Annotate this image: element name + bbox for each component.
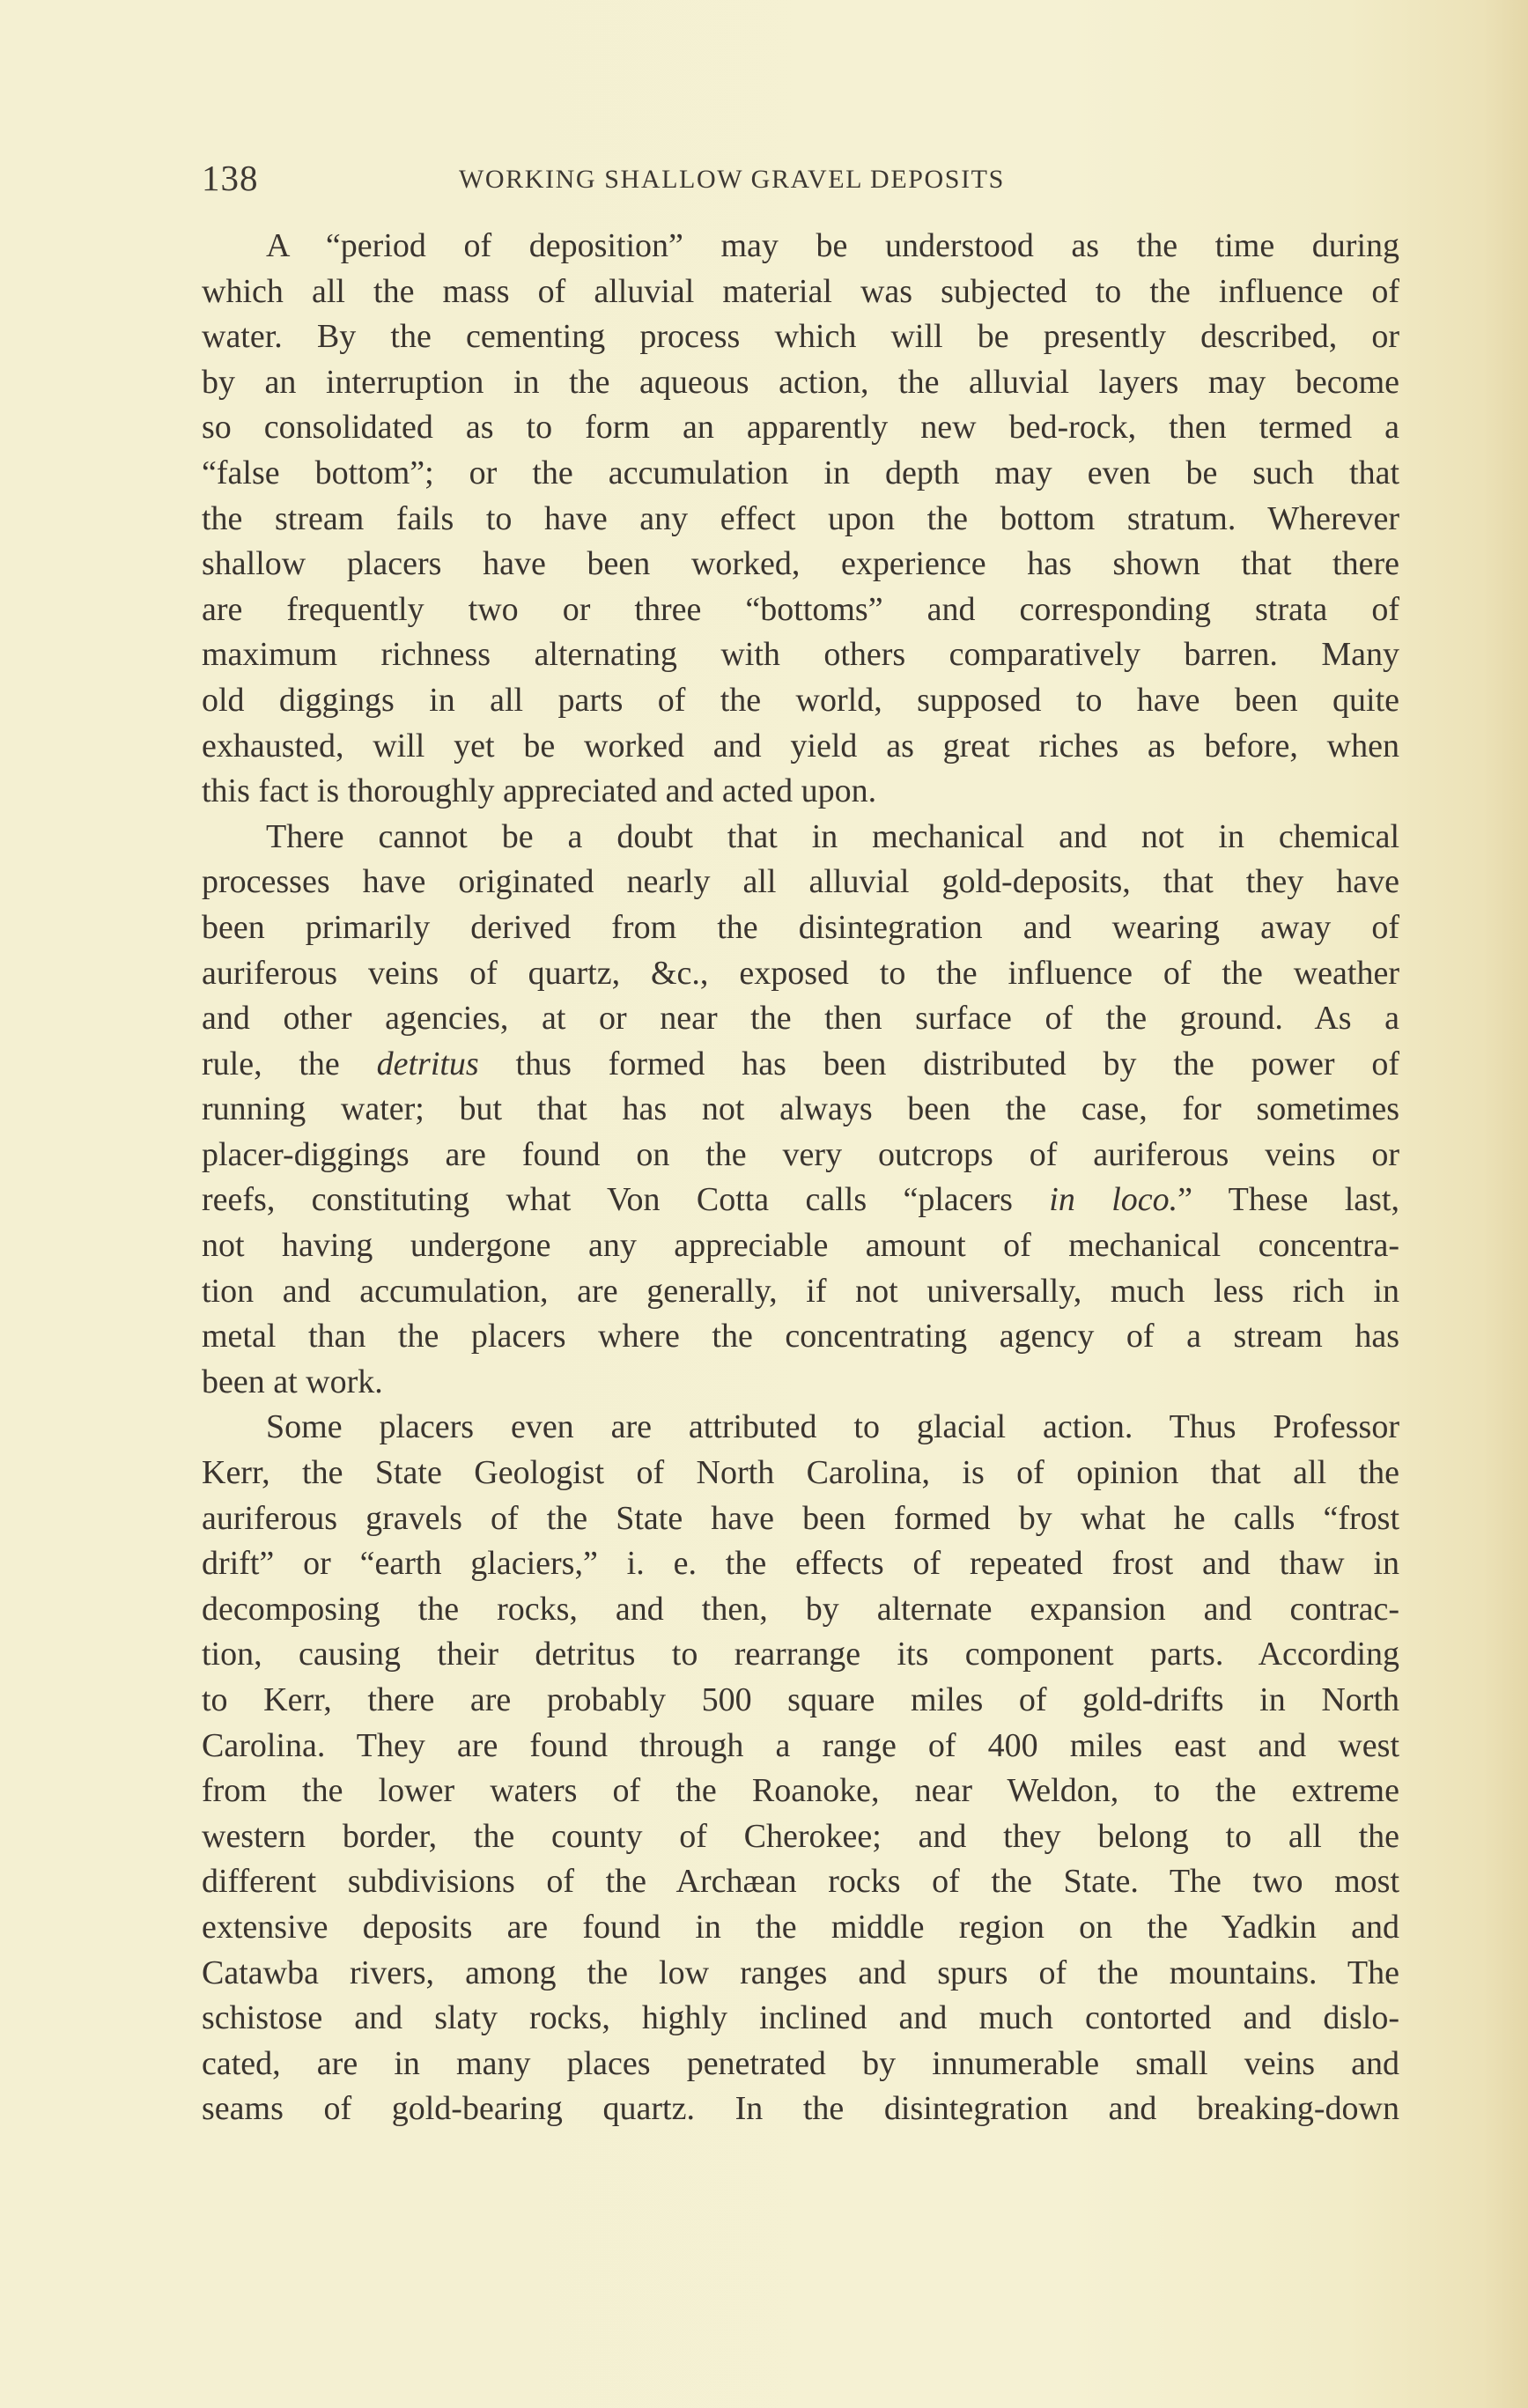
text-line: decomposing the rocks, and then, by alternate expansion and contrac-: [202, 1590, 1399, 1628]
text-line: cated, are in many places penetrated by innumerable small veins and: [202, 2044, 1399, 2082]
text-line: this fact is thoroughly appreciated and acted upon.: [202, 772, 877, 810]
text-line: and other agencies, at or near the then surface of the ground. As a: [202, 1000, 1399, 1038]
text-line: extensive deposits are found in the middle region on the Yadkin and: [202, 1908, 1399, 1946]
text-line: water. By the cementing process which will be presently described, or: [202, 318, 1399, 356]
page-number: 138: [202, 158, 259, 198]
text-line-with-italic: rule, the detritus thus formed has been distributed by the power of: [202, 1045, 1399, 1082]
text-line: western border, the county of Cherokee; and they belong to all the: [202, 1817, 1399, 1855]
paragraph-1: [202, 224, 1399, 815]
text-line: different subdivisions of the Archæan rocks of the State. The two most: [202, 1863, 1399, 1901]
text-line: seams of gold-bearing quartz. In the disintegration and breaking-down: [202, 2090, 1399, 2128]
running-title: WORKING SHALLOW GRAVEL DEPOSITS: [459, 165, 1005, 194]
text-line: from the lower waters of the Roanoke, near Weldon, to the extreme: [202, 1772, 1399, 1810]
italic-term: detritus: [376, 1045, 479, 1082]
body-text: [202, 224, 1399, 2132]
text-line: not having undergone any appreciable amount of mechanical concentra-: [202, 1227, 1399, 1265]
text-line: A “period of deposition” may be understood as the time during: [266, 227, 1399, 264]
text-line: to Kerr, there are probably 500 square miles of gold-drifts in North: [202, 1681, 1399, 1718]
text-line: Catawba rivers, among the low ranges and spurs of the mountains. The: [202, 1954, 1399, 1991]
text-line: metal than the placers where the concentrating agency of a stream has: [202, 1318, 1399, 1355]
text-line: placer-diggings are found on the very outcrops of auriferous veins or: [202, 1135, 1399, 1173]
text-line: drift” or “earth glaciers,” i. e. the effects of repeated frost and thaw in: [202, 1545, 1399, 1583]
text-line: There cannot be a doubt that in mechanical and not in chemical: [266, 817, 1399, 855]
text-line: by an interruption in the aqueous action, the alluvial layers may become: [202, 363, 1399, 401]
text-line: “false bottom”; or the accumulation in depth may even be such that: [202, 454, 1399, 491]
text-line: tion, causing their detritus to rearrange its component parts. According: [202, 1636, 1399, 1673]
text-line: schistose and slaty rocks, highly inclined and much contorted and dislo-: [202, 1999, 1399, 2037]
paragraph-3: [202, 1405, 1399, 2132]
text-line: running water; but that has not always been the case, for sometimes: [202, 1090, 1399, 1128]
text-line: auriferous veins of quartz, &c., exposed to the influence of the weather: [202, 954, 1399, 992]
text-line: been at work.: [202, 1363, 383, 1400]
text-line: Kerr, the State Geologist of North Carolina, is of opinion that all the: [202, 1454, 1399, 1492]
text-line-with-italic: reefs, constituting what Von Cotta calls “placers in loco.” These last,: [202, 1181, 1399, 1219]
text-line: which all the mass of alluvial material was subjected to the influence of: [202, 272, 1399, 310]
text-line: tion and accumulation, are generally, if not universally, much less rich in: [202, 1272, 1399, 1310]
text-line: so consolidated as to form an apparently new bed-rock, then termed a: [202, 409, 1399, 447]
running-head: [202, 157, 1399, 201]
text-line: shallow placers have been worked, experience has shown that there: [202, 545, 1399, 583]
text-line: exhausted, will yet be worked and yield as great riches as before, when: [202, 727, 1399, 765]
paragraph-2: [202, 815, 1399, 1406]
text-line: processes have originated nearly all alluvial gold-deposits, that they have: [202, 863, 1399, 901]
text-line: Some placers even are attributed to glacial action. Thus Professor: [266, 1408, 1399, 1446]
italic-term: in loco.: [1049, 1181, 1178, 1219]
text-line: the stream fails to have any effect upon the bottom stratum. Wherever: [202, 499, 1399, 537]
text-line: are frequently two or three “bottoms” and corresponding strata of: [202, 590, 1399, 628]
text-line: been primarily derived from the disintegration and wearing away of: [202, 908, 1399, 946]
text-line: Carolina. They are found through a range of 400 miles east and west: [202, 1726, 1399, 1764]
text-line: auriferous gravels of the State have been formed by what he calls “frost: [202, 1499, 1399, 1537]
text-line: maximum richness alternating with others comparatively barren. Many: [202, 636, 1399, 674]
text-line: old diggings in all parts of the world, supposed to have been quite: [202, 681, 1399, 719]
